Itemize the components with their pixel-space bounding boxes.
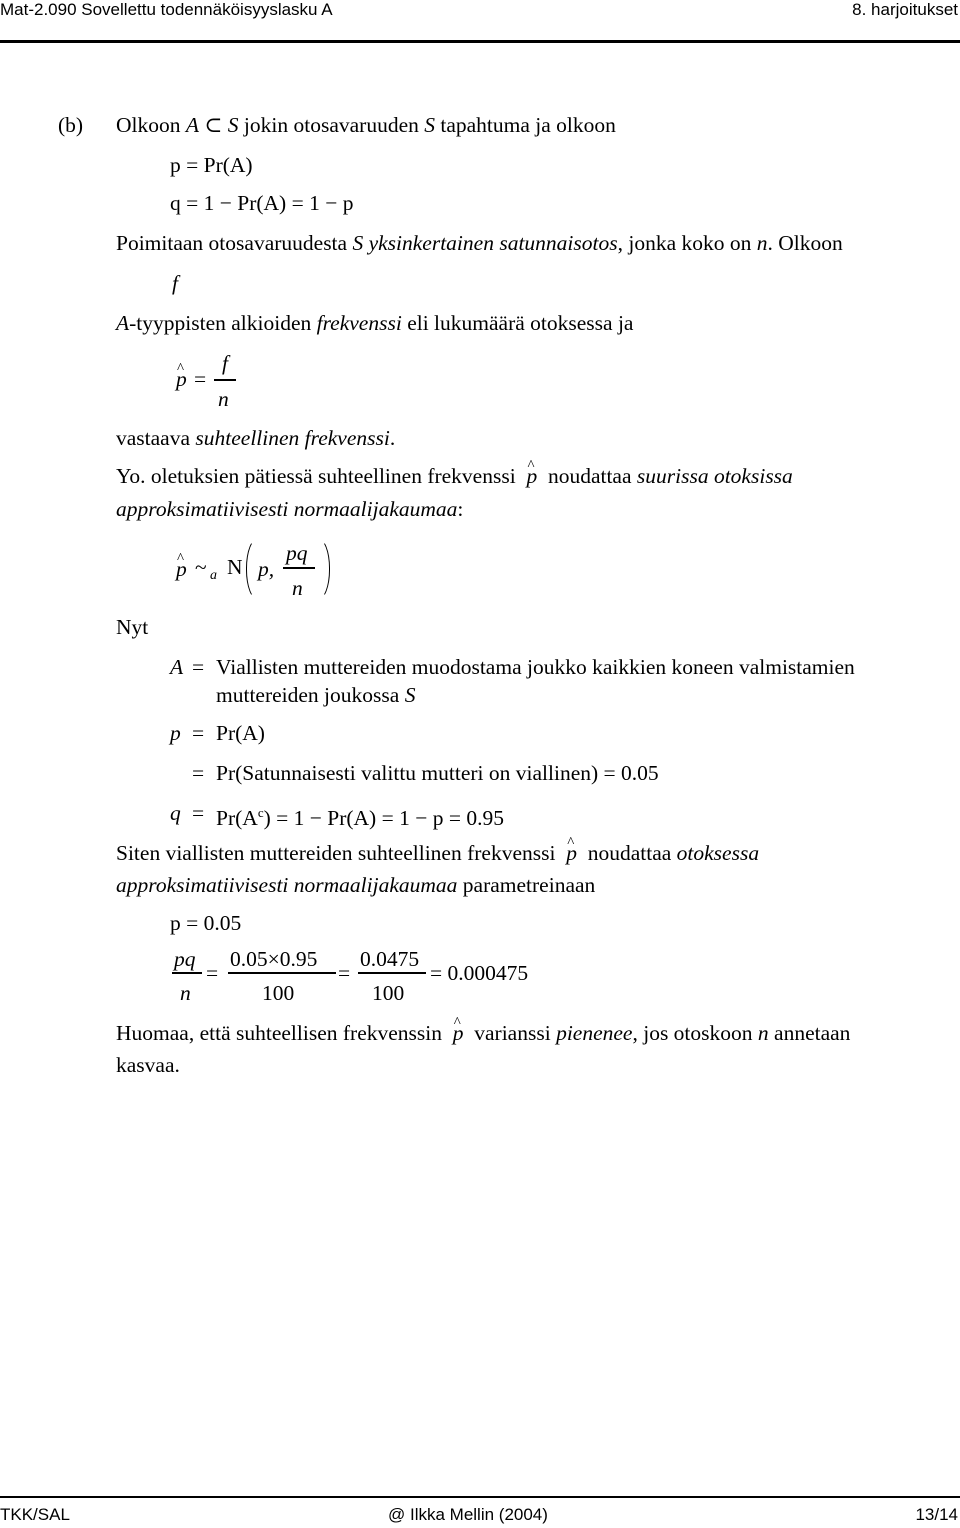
assumption-line: Yo. oletuksien pätiessä suhteellinen frekvenssi ^ p noudattaa suurissa otoksissa [116,463,793,489]
calc-num-3: 0.0475 [360,947,420,971]
dist-normal-N: N [227,555,243,579]
dist-tilde: ~ [195,555,207,579]
siten-approx-line: approksimatiivisesti normaalijakaumaa parametreinaan [116,873,596,897]
def-p-symbol: p [170,721,181,745]
header-course-title: Mat-2.090 Sovellettu todennäköisyyslasku A [0,0,333,19]
def-p2-text: Pr(Satunnaisesti valittu mutteri on viallinen) = 0.05 [216,761,659,785]
calc-result: = 0.000475 [430,961,529,985]
def-p-text: Pr(A) [216,721,265,745]
frequency-definition: A-tyyppisten alkioiden frekvenssi eli lukumäärä otoksessa ja [116,311,634,335]
calc-den-2: 100 [262,981,295,1005]
dist-mean: p, [258,557,275,581]
header-rule [0,40,960,43]
relative-frequency-line: vastaava suhteellinen frekvenssi. [116,426,396,450]
phat-denominator: n [218,387,229,411]
note-line-1: Huomaa, että suhteellisen frekvenssin ^ p varianssi pienenee, jos otoskoon n annetaan [116,1020,850,1046]
dist-fraction-bar [283,567,315,569]
dist-var-numerator: pq [286,541,308,565]
siten-line: Siten viallisten muttereiden suhteellinen frekvenssi ^ p noudattaa otoksessa [116,840,759,866]
param-p-value: p = 0.05 [170,911,242,935]
phat-fraction-bar [214,379,236,381]
nyt-label: Nyt [116,615,149,639]
def-q-text: $Pr(A^c) = 1 - Pr(A) = 1 - p = 0.95$ [216,805,504,831]
def-A-equals: = [192,655,205,679]
footer-institution: TKK/SAL [0,1505,70,1524]
calc-num-2: 0.05×0.95 [230,947,318,971]
approx-normal-line: approksimatiivisesti normaalijakaumaa: [116,497,464,521]
def-q-equals: = [192,801,205,825]
phat-symbol: ^ p [176,366,187,392]
equation-p-def: p = Pr(A) [170,153,253,177]
sampling-line: Poimitaan otosavaruudesta S yksinkertainen satunnaisotos, jonka koko on n. Olkoon [116,231,843,255]
calc-den-3: 100 [372,981,405,1005]
header-exercise-label: 8. harjoitukset [852,0,958,19]
phat-equals: = [194,367,207,391]
footer-page-number: 13/14 [915,1505,958,1524]
phat-numerator: f [222,351,228,375]
def-p2-equals: = [192,761,205,785]
calc-eq-2: = [338,961,351,985]
calc-bar-3 [358,972,426,974]
def-q-symbol: q [170,801,181,825]
footer-author: @ Ilkka Mellin (2004) [388,1505,548,1524]
calc-bar-2 [228,972,336,974]
equation-q-def: q = 1 − Pr(A) = 1 − p [170,191,354,215]
def-A-symbol: A [170,655,184,679]
calc-bar-1 [172,972,202,974]
calc-eq-1: = [206,961,219,985]
note-line-2: kasvaa. [116,1053,180,1077]
def-A-text-1: Viallisten muttereiden muodostama joukko kaikkien koneen valmistamien [216,655,855,679]
def-A-text-2: muttereiden joukossa S [216,683,416,707]
part-label: (b) [58,113,84,137]
calc-num-1: pq [174,947,196,971]
frequency-symbol: f [172,271,178,295]
footer-rule [0,1496,960,1498]
dist-phat: ^ p [176,556,187,582]
dist-approx-subscript: a [210,568,217,583]
calc-den-1: n [180,981,191,1005]
intro-line: Olkoon A ⊂ S jokin otosavaruuden S tapahtuma ja olkoon [116,113,616,137]
def-p-equals: = [192,721,205,745]
dist-var-denominator: n [292,576,303,600]
